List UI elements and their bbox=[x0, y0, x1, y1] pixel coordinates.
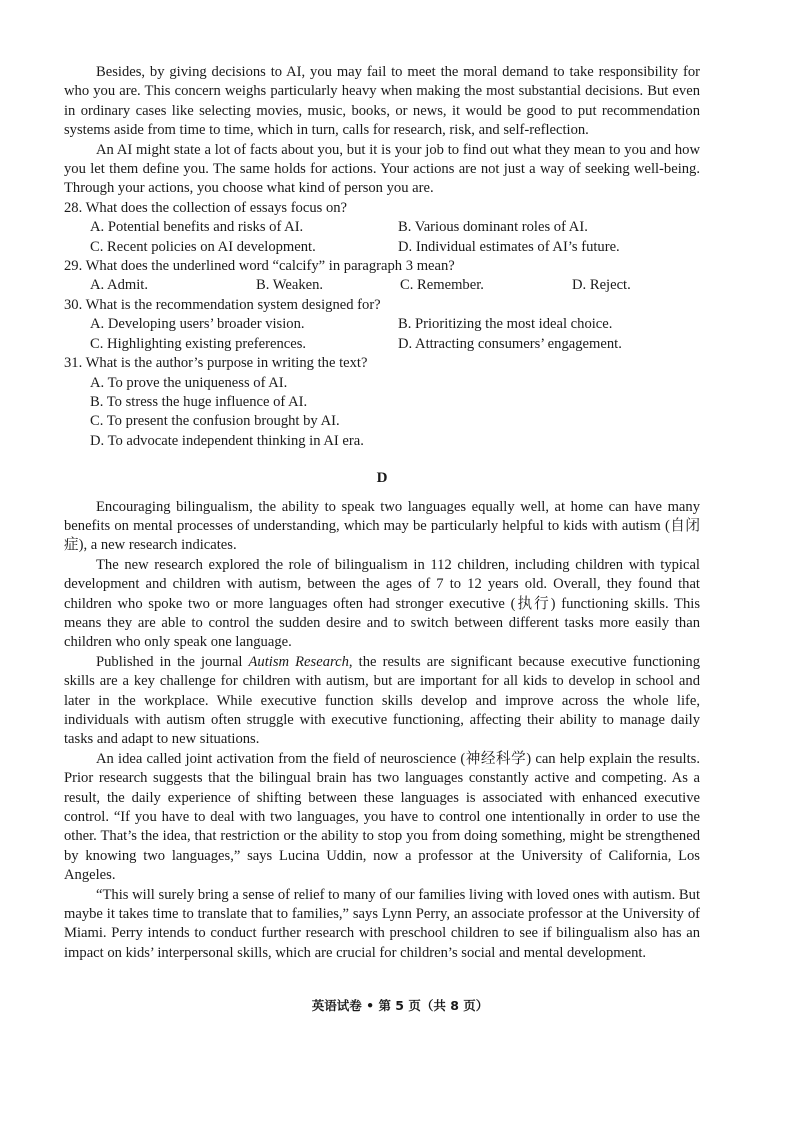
question-stem bbox=[64, 257, 700, 276]
option-a: A. Potential benefits and risks of AI. bbox=[90, 219, 304, 236]
question-29 bbox=[64, 257, 700, 296]
stem-text: ” in paragraph 3 mean? bbox=[318, 258, 455, 275]
paragraph-text: Published in the journal bbox=[96, 653, 249, 670]
option-d: D. To advocate independent thinking in AI era. bbox=[90, 432, 364, 449]
stem-text: 29. What does the underlined word “ bbox=[64, 258, 279, 275]
option-d: D. Reject. bbox=[572, 277, 631, 294]
question-28 bbox=[64, 199, 700, 257]
page-body bbox=[64, 63, 700, 963]
passage-c-paragraph: Besides, by giving decisions to AI, you may fail to meet the moral demand to take responsibility for who you are. This concern weighs particularly heavy when making the most substantial decisions. But even in ordinary cases like selecting movies, music, books, or news, it would be good to put recommendation systems aside from time to time, which in turn, calls for research, risk, and self-reflection. bbox=[64, 64, 700, 139]
journal-title: Autism Research bbox=[248, 653, 349, 670]
question-31 bbox=[64, 354, 700, 451]
question-stem: 28. What does the collection of essays focus on? bbox=[64, 199, 348, 216]
option-d: D. Individual estimates of AI’s future. bbox=[398, 238, 620, 255]
question-stem: 31. What is the author’s purpose in writing the text? bbox=[64, 355, 368, 372]
option-c: C. Remember. bbox=[400, 277, 484, 294]
question-stem: 30. What is the recommendation system designed for? bbox=[64, 296, 381, 313]
quoted-word: calcify bbox=[278, 258, 319, 275]
option-a: A. Developing users’ broader vision. bbox=[90, 316, 305, 333]
option-c: C. To present the confusion brought by AI. bbox=[90, 413, 340, 430]
section-title: D bbox=[376, 470, 388, 487]
question-options bbox=[64, 218, 700, 257]
passage-d-paragraph: “This will surely bring a sense of relief to many of our families living with loved ones with autism. But maybe it takes time to translate that to families,” says Lynn Perry, an associate professor at the University of Miami. Perry intends to conduct further research with preschool children to see if bilingualism also has an impact on kids’ interpersonal skills, which are crucial for children’s social and mental development. bbox=[64, 886, 700, 961]
page-footer: 英语试卷 • 第 5 页（共 8 页） bbox=[311, 998, 489, 1013]
passage-c-paragraph: An AI might state a lot of facts about you, but it is your job to find out what they mean to you and how you let them define you. The same holds for actions. Your actions are not just a way of seeking well-being. Through your actions, you choose what kind of person you are. bbox=[64, 141, 700, 197]
paragraph-text: , the results are significant because executive functioning skills are a key challenge for children with autism, but are important for all kids to develop in school and later in the workplace. While executive function skills develop and improve across the whole life, individuals with autism often struggle with executive functioning, affecting their ability to manage daily tasks and adapt to new situations. bbox=[64, 653, 700, 748]
option-c: C. Highlighting existing preferences. bbox=[90, 335, 307, 352]
passage-d-paragraph bbox=[64, 653, 700, 750]
passage-d-paragraph: The new research explored the role of bilingualism in 112 children, including children with typical development and children with autism, between the ages of 7 to 12 years old. Overall, they found that children who spoke two or more languages often had stronger executive (执行) functioning skills. This means they are able to control the sudden desire and to switch between different tasks more easily than children who only speak one language. bbox=[64, 556, 700, 651]
question-30 bbox=[64, 296, 700, 354]
question-options bbox=[64, 315, 700, 354]
option-b: B. Weaken. bbox=[256, 277, 324, 294]
option-a: A. To prove the uniqueness of AI. bbox=[90, 374, 288, 391]
option-c: C. Recent policies on AI development. bbox=[90, 238, 316, 255]
passage-d-paragraph: Encouraging bilingualism, the ability to speak two languages equally well, at home can have many benefits on mental processes of understanding, which may be particularly helpful to kids with autism (自闭症), a new research indicates. bbox=[64, 498, 700, 554]
option-d: D. Attracting consumers’ engagement. bbox=[398, 335, 622, 352]
option-a: A. Admit. bbox=[90, 277, 148, 294]
passage-d-paragraph: An idea called joint activation from the field of neuroscience (神经科学) can help explain the results. Prior research suggests that the bilingual brain has two languages constantly active and competing. As a result, the daily experience of shifting between these languages is associated with enhanced executive control. “If you have to deal with two languages, you have to control one intentionally in order to use the other. That’s the idea, that restriction or the ability to stop you from doing something, might be strengthened by knowing two languages,” says Lucina Uddin, now a professor at the University of California, Los Angeles. bbox=[64, 750, 700, 884]
question-options bbox=[64, 276, 700, 295]
option-b: B. To stress the huge influence of AI. bbox=[90, 393, 308, 410]
option-b: B. Prioritizing the most ideal choice. bbox=[398, 316, 613, 333]
option-b: B. Various dominant roles of AI. bbox=[398, 219, 588, 236]
